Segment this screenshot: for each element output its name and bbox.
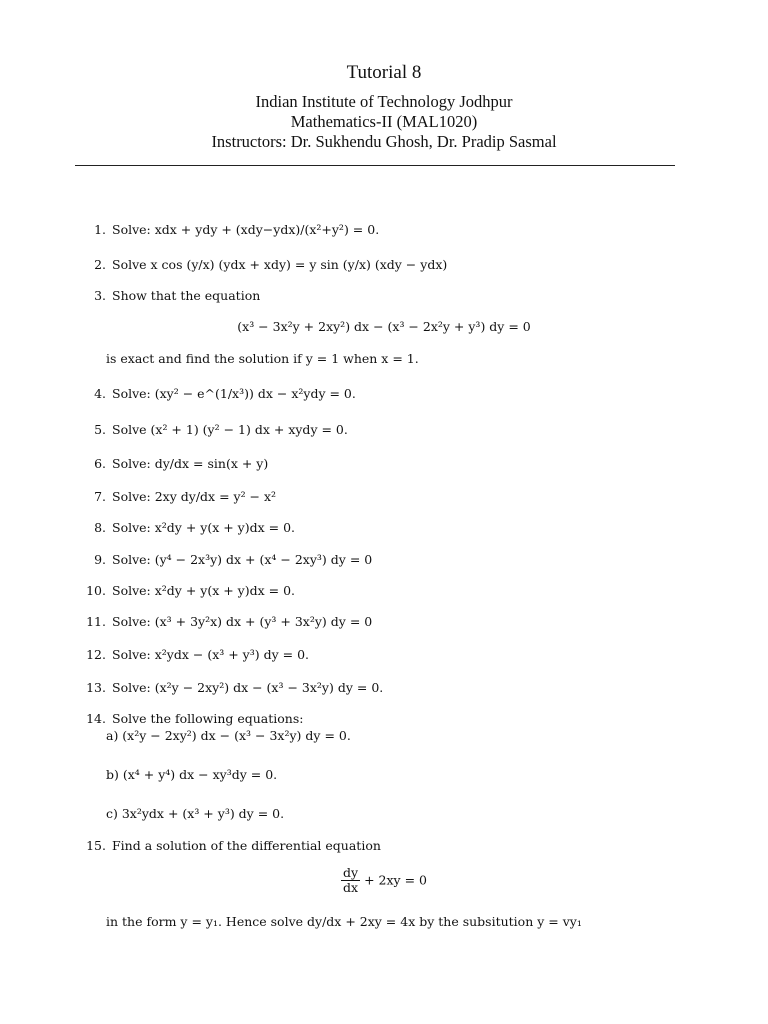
header-divider bbox=[75, 165, 675, 166]
problem-8: 8. Solve: x²dy + y(x + y)dx = 0. bbox=[94, 520, 296, 535]
problem-11: 11. Solve: (x³ + 3y²x) dx + (y³ + 3x²y) dy = 0 bbox=[86, 614, 373, 629]
problem-14-part-b: b) (x⁴ + y⁴) dx − xy³dy = 0. bbox=[106, 767, 278, 782]
problem-3-equation: (x³ − 3x²y + 2xy²) dx − (x³ − 2x²y + y³) dy = 0 bbox=[237, 319, 531, 334]
problem-10: 10. Solve: x²dy + y(x + y)dx = 0. bbox=[86, 583, 296, 598]
problem-13: 13. Solve: (x²y − 2xy²) dx − (x³ − 3x²y) dy = 0. bbox=[86, 680, 384, 695]
instructors-line: Instructors: Dr. Sukhendu Ghosh, Dr. Pradip Sasmal bbox=[211, 132, 557, 151]
dy-dx-fraction: $\frac{dy}{dx}$ bbox=[343, 865, 359, 896]
institute-name: Indian Institute of Technology Jodhpur bbox=[255, 92, 513, 111]
problem-9: 9. Solve: (y⁴ − 2x³y) dx + (x⁴ − 2xy³) dy = 0 bbox=[94, 552, 373, 567]
problem-3-followup: is exact and find the solution if y = 1 when x = 1. bbox=[106, 351, 419, 366]
problem-6: 6. Solve: dy/dx = sin(x + y) bbox=[94, 456, 269, 471]
page-title: Tutorial 8 bbox=[346, 62, 422, 83]
problem-7: 7. Solve: 2xy dy/dx = y² − x² bbox=[94, 489, 277, 504]
problem-2: 2. Solve x cos (y/x) (ydx + xdy) = y sin (y/x) (xdy − ydx) bbox=[94, 257, 448, 272]
problem-14: 14. Solve the following equations: bbox=[86, 711, 304, 726]
problem-14-part-a: a) (x²y − 2xy²) dx − (x³ − 3x²y) dy = 0. bbox=[106, 728, 351, 743]
problem-4: 4. Solve: (xy² − e^(1/x³)) dx − x²ydy = 0. bbox=[94, 386, 356, 401]
problem-15-equation: $\frac{dy}{dx}$ + 2xy = 0 bbox=[343, 865, 427, 896]
problem-15: 15. Find a solution of the differential equation bbox=[86, 838, 381, 853]
problem-3: 3. Show that the equation bbox=[94, 288, 261, 303]
course-name: Mathematics-II (MAL1020) bbox=[290, 112, 478, 131]
problem-12: 12. Solve: x²ydx − (x³ + y³) dy = 0. bbox=[86, 647, 310, 662]
problem-14-part-c: c) 3x²ydx + (x³ + y³) dy = 0. bbox=[106, 806, 285, 821]
problem-5: 5. Solve (x² + 1) (y² − 1) dx + xydy = 0. bbox=[94, 422, 348, 437]
problem-15-followup: in the form y = y₁. Hence solve dy/dx + 2xy = 4x by the subsitution y = vy₁ bbox=[106, 914, 582, 929]
problem-1: 1. Solve: xdx + ydy + (xdy−ydx)/(x²+y²) = 0. bbox=[94, 222, 380, 237]
